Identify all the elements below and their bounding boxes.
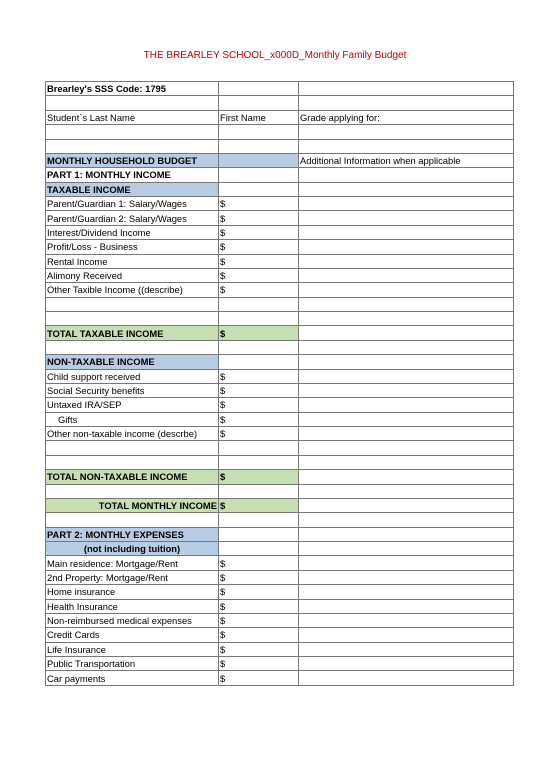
table-row	[46, 82, 514, 96]
empty-cell[interactable]	[219, 455, 299, 469]
note-cell[interactable]	[299, 671, 514, 685]
table-row	[46, 96, 514, 110]
table-row	[46, 139, 514, 153]
expense-item-label: 2nd Property: Mortgage/Rent	[46, 570, 219, 584]
amount-cell[interactable]: $	[219, 283, 299, 297]
note-cell[interactable]	[299, 268, 514, 282]
empty-cell[interactable]	[219, 340, 299, 354]
total-nontaxable-label: TOTAL NON-TAXABLE INCOME	[46, 470, 219, 484]
empty-cell[interactable]	[299, 484, 514, 498]
amount-cell[interactable]: $	[219, 657, 299, 671]
taxable-item-label: Rental Income	[46, 254, 219, 268]
heading-fill-cell	[219, 153, 299, 167]
table-row	[46, 642, 514, 656]
taxable-item-label: Alimony Received	[46, 268, 219, 282]
table-row	[46, 599, 514, 613]
nontaxable-item-label: Other non-taxable income (descrbe)	[46, 427, 219, 441]
table-row	[46, 455, 514, 469]
note-cell[interactable]	[299, 326, 514, 340]
empty-cell[interactable]	[219, 96, 299, 110]
note-cell[interactable]	[299, 369, 514, 383]
budget-table	[45, 81, 514, 686]
empty-cell[interactable]	[299, 82, 514, 96]
total-taxable-label: TOTAL TAXABLE INCOME	[46, 326, 219, 340]
table-row	[46, 355, 514, 369]
empty-cell[interactable]	[46, 441, 219, 455]
table-row	[46, 613, 514, 627]
table-row	[46, 570, 514, 584]
table-row	[46, 182, 514, 196]
nontaxable-item-label: Social Security benefits	[46, 383, 219, 397]
first-name-label: First Name	[219, 110, 299, 124]
taxable-item-label: Parent/Guardian 1: Salary/Wages	[46, 197, 219, 211]
table-row	[46, 484, 514, 498]
empty-cell[interactable]	[219, 527, 299, 541]
note-cell[interactable]	[299, 412, 514, 426]
document-title: THE BREARLEY SCHOOL_x000D_Monthly Family Budget	[143, 50, 407, 61]
table-row	[46, 657, 514, 671]
note-cell[interactable]	[299, 570, 514, 584]
note-cell[interactable]	[299, 498, 514, 512]
table-row	[46, 585, 514, 599]
empty-cell[interactable]	[219, 168, 299, 182]
last-name-input-cell[interactable]	[46, 125, 219, 139]
table-row	[46, 240, 514, 254]
expense-item-label: Home insurance	[46, 585, 219, 599]
note-cell[interactable]	[299, 556, 514, 570]
table-row	[46, 153, 514, 167]
empty-cell[interactable]	[299, 355, 514, 369]
empty-cell[interactable]	[219, 355, 299, 369]
amount-cell[interactable]: $	[219, 268, 299, 282]
part2-subheading: (not including tuition)	[46, 542, 219, 556]
nontaxable-item-label: Gifts	[46, 412, 219, 426]
empty-cell[interactable]	[46, 297, 219, 311]
note-cell[interactable]	[299, 225, 514, 239]
table-row	[46, 197, 514, 211]
empty-cell[interactable]	[46, 340, 219, 354]
empty-cell[interactable]	[46, 455, 219, 469]
empty-cell[interactable]	[299, 441, 514, 455]
table-row	[46, 283, 514, 297]
part1-heading: PART 1: MONTHLY INCOME	[46, 168, 219, 182]
table-row	[46, 441, 514, 455]
taxable-item-label: Other Taxible Income ((describe)	[46, 283, 219, 297]
empty-cell[interactable]	[299, 513, 514, 527]
table-row	[46, 254, 514, 268]
monthly-budget-heading: MONTHLY HOUSEHOLD BUDGET	[46, 153, 219, 167]
amount-cell[interactable]: $	[219, 412, 299, 426]
note-cell[interactable]	[299, 585, 514, 599]
table-row	[46, 211, 514, 225]
note-cell[interactable]	[299, 427, 514, 441]
last-name-label: Student`s Last Name	[46, 110, 219, 124]
empty-cell[interactable]	[219, 513, 299, 527]
amount-cell[interactable]: $	[219, 211, 299, 225]
empty-cell[interactable]	[219, 297, 299, 311]
expense-item-label: Car payments	[46, 671, 219, 685]
note-cell[interactable]	[299, 211, 514, 225]
amount-cell[interactable]: $	[219, 570, 299, 584]
table-row	[46, 297, 514, 311]
table-row	[46, 427, 514, 441]
nontaxable-item-label: Untaxed IRA/SEP	[46, 398, 219, 412]
amount-cell[interactable]: $	[219, 556, 299, 570]
expense-item-label: Public Transportation	[46, 657, 219, 671]
amount-cell[interactable]: $	[219, 642, 299, 656]
taxable-income-heading: TAXABLE INCOME	[46, 182, 219, 196]
amount-cell[interactable]: $	[219, 599, 299, 613]
table-row	[46, 369, 514, 383]
expense-item-label: Credit Cards	[46, 628, 219, 642]
note-cell[interactable]	[299, 613, 514, 627]
amount-cell[interactable]: $	[219, 197, 299, 211]
taxable-item-label: Interest/Dividend Income	[46, 225, 219, 239]
empty-cell[interactable]	[299, 96, 514, 110]
total-taxable-amount[interactable]: $	[219, 326, 299, 340]
note-cell[interactable]	[299, 240, 514, 254]
amount-cell[interactable]: $	[219, 383, 299, 397]
amount-cell[interactable]: $	[219, 613, 299, 627]
amount-cell[interactable]: $	[219, 369, 299, 383]
table-row	[46, 340, 514, 354]
table-row	[46, 225, 514, 239]
table-row	[46, 383, 514, 397]
empty-cell[interactable]	[219, 441, 299, 455]
note-cell[interactable]	[299, 254, 514, 268]
table-row	[46, 542, 514, 556]
taxable-item-label: Profit/Loss - Business	[46, 240, 219, 254]
table-row	[46, 513, 514, 527]
empty-cell[interactable]	[299, 455, 514, 469]
empty-cell[interactable]	[46, 513, 219, 527]
table-row	[46, 110, 514, 124]
empty-cell[interactable]	[299, 312, 514, 326]
empty-cell[interactable]	[299, 527, 514, 541]
empty-cell[interactable]	[219, 82, 299, 96]
expense-item-label: Health Insurance	[46, 599, 219, 613]
total-monthly-amount[interactable]: $	[219, 498, 299, 512]
nontaxable-income-heading: NON-TAXABLE INCOME	[46, 355, 219, 369]
empty-cell[interactable]	[46, 312, 219, 326]
note-cell[interactable]	[299, 642, 514, 656]
table-row	[46, 125, 514, 139]
empty-cell[interactable]	[299, 139, 514, 153]
note-cell[interactable]	[299, 628, 514, 642]
table-row	[46, 671, 514, 685]
empty-cell[interactable]	[219, 312, 299, 326]
table-row	[46, 470, 514, 484]
taxable-item-label: Parent/Guardian 2: Salary/Wages	[46, 211, 219, 225]
empty-cell[interactable]	[219, 542, 299, 556]
table-row	[46, 268, 514, 282]
empty-cell[interactable]	[299, 340, 514, 354]
empty-cell[interactable]	[46, 96, 219, 110]
sss-code-cell: Brearley's SSS Code: 1795	[46, 82, 219, 96]
grade-label: Grade applying for:	[299, 110, 514, 124]
first-name-input-cell[interactable]	[219, 125, 299, 139]
amount-cell[interactable]: $	[219, 628, 299, 642]
total-monthly-label: TOTAL MONTHLY INCOME	[46, 498, 219, 512]
table-row	[46, 398, 514, 412]
amount-cell[interactable]: $	[219, 398, 299, 412]
empty-cell[interactable]	[46, 484, 219, 498]
note-cell[interactable]	[299, 283, 514, 297]
note-cell[interactable]	[299, 599, 514, 613]
table-row	[46, 412, 514, 426]
expense-item-label: Non-reimbursed medical expenses	[46, 613, 219, 627]
amount-cell[interactable]: $	[219, 254, 299, 268]
empty-cell[interactable]	[46, 139, 219, 153]
empty-cell[interactable]	[219, 139, 299, 153]
amount-cell[interactable]: $	[219, 225, 299, 239]
grade-input-cell[interactable]	[299, 125, 514, 139]
total-nontaxable-amount[interactable]: $	[219, 470, 299, 484]
additional-info-heading: Additional Information when applicable	[299, 153, 514, 167]
note-cell[interactable]	[299, 470, 514, 484]
table-row	[46, 556, 514, 570]
table-row	[46, 628, 514, 642]
table-row	[46, 527, 514, 541]
amount-cell[interactable]: $	[219, 671, 299, 685]
table-row	[46, 326, 514, 340]
table-row	[46, 498, 514, 512]
empty-cell[interactable]	[299, 168, 514, 182]
empty-cell[interactable]	[219, 182, 299, 196]
expense-item-label: Main residence: Mortgage/Rent	[46, 556, 219, 570]
amount-cell[interactable]: $	[219, 427, 299, 441]
note-cell[interactable]	[299, 197, 514, 211]
note-cell[interactable]	[299, 657, 514, 671]
part2-heading: PART 2: MONTHLY EXPENSES	[46, 527, 219, 541]
table-row	[46, 312, 514, 326]
empty-cell[interactable]	[219, 484, 299, 498]
empty-cell[interactable]	[299, 297, 514, 311]
amount-cell[interactable]: $	[219, 585, 299, 599]
empty-cell[interactable]	[299, 542, 514, 556]
expense-item-label: Life Insurance	[46, 642, 219, 656]
table-row	[46, 168, 514, 182]
nontaxable-item-label: Child support received	[46, 369, 219, 383]
empty-cell[interactable]	[299, 182, 514, 196]
note-cell[interactable]	[299, 398, 514, 412]
amount-cell[interactable]: $	[219, 240, 299, 254]
note-cell[interactable]	[299, 383, 514, 397]
